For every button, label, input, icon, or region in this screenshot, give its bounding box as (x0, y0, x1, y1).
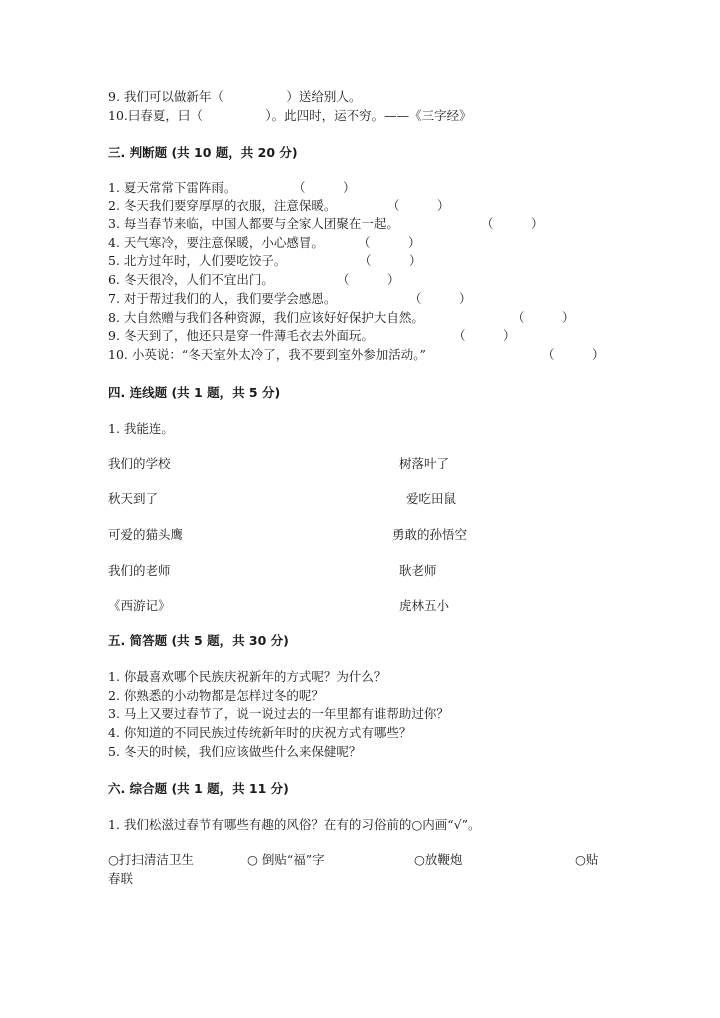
judge-answer-paren-4[interactable]: （ ） (358, 235, 421, 250)
fill-blank-q9: 9. 我们可以做新年（ ）送给别人。 (108, 89, 362, 104)
custom-option-couplets[interactable]: ○贴 (575, 852, 599, 867)
match-right-1[interactable]: 树落叶了 (399, 456, 450, 471)
judge-item-4 (108, 235, 324, 251)
fill-blank-q10: 10.曰春夏，曰（ ）。此四时，运不穷。——《三字经》 (108, 108, 472, 123)
judge-text: 1. 夏天常常下雷阵雨。 (108, 180, 237, 195)
matching-question: 1. 我能连。 (108, 421, 174, 436)
judge-answer-paren-9[interactable]: （ ） (453, 328, 516, 343)
judge-item-7 (108, 291, 336, 307)
judge-item-2 (108, 198, 336, 214)
judge-answer-paren-2[interactable]: （ ） (387, 198, 450, 213)
judge-item-8 (108, 310, 424, 326)
short-answer-3: 3. 马上又要过春节了，说一说过去的一年里都有谁帮助过你？ (108, 706, 449, 721)
short-answer-4: 4. 你知道的不同民族过传统新年时的庆祝方式有哪些？ (108, 725, 412, 740)
match-right-2[interactable]: 爱吃田鼠 (406, 491, 457, 506)
match-left-3[interactable]: 可爱的猫头鹰 (108, 527, 184, 542)
judge-text: 8. 大自然赠与我们各种资源，我们应该好好保护大自然。 (108, 310, 424, 325)
comprehensive-question: 1. 我们松滋过春节有哪些有趣的风俗？在有的习俗前的○内画“√”。 (108, 817, 481, 832)
judge-answer-paren-3[interactable]: （ ） (481, 216, 544, 231)
section-4-title: 四. 连线题 (共 1 题，共 5 分) (108, 385, 281, 400)
judge-text: 7. 对于帮过我们的人，我们要学会感恩。 (108, 291, 337, 306)
judge-item-3 (108, 216, 399, 232)
judge-item-5 (108, 253, 286, 269)
judge-text: 6. 冬天很冷，人们不宜出门。 (108, 272, 274, 287)
judge-text: 10. 小英说：“冬天室外太冷了，我不要到室外参加活动。” (108, 347, 426, 362)
judge-answer-paren-7[interactable]: （ ） (409, 291, 472, 306)
judge-item-6 (108, 272, 274, 288)
section-6-title: 六. 综合题 (共 1 题，共 11 分) (108, 781, 289, 796)
match-left-2[interactable]: 秋天到了 (108, 491, 159, 506)
judge-text: 9. 冬天到了，他还只是穿一件薄毛衣去外面玩。 (108, 328, 374, 343)
custom-option-cleaning[interactable]: ○打扫清洁卫生 (108, 852, 194, 867)
judge-text: 3. 每当春节来临，中国人都要与全家人团聚在一起。 (108, 216, 399, 231)
match-right-5[interactable]: 虎林五小 (399, 598, 450, 613)
judge-item-1 (108, 180, 236, 196)
judge-text: 5. 北方过年时，人们要吃饺子。 (108, 253, 287, 268)
custom-option-firecrackers[interactable]: ○放鞭炮 (414, 852, 463, 867)
judge-item-9 (108, 328, 374, 344)
match-left-5[interactable]: 《西游记》 (108, 598, 171, 613)
short-answer-1: 1. 你最喜欢哪个民族庆祝新年的方式呢？为什么？ (108, 669, 387, 684)
judge-text: 4. 天气寒冷，要注意保暖，小心感冒。 (108, 235, 324, 250)
judge-answer-paren-10[interactable]: （ ） (542, 347, 605, 362)
judge-answer-paren-6[interactable]: （ ） (337, 272, 400, 287)
section-3-title: 三. 判断题 (共 10 题，共 20 分) (108, 145, 298, 160)
custom-option-fu[interactable]: ○ 倒贴“福”字 (247, 852, 325, 867)
short-answer-5: 5. 冬天的时候，我们应该做些什么来保健呢？ (108, 744, 362, 759)
section-5-title: 五. 简答题 (共 5 题，共 30 分) (108, 633, 289, 648)
judge-answer-paren-8[interactable]: （ ） (512, 310, 575, 325)
judge-text: 2. 冬天我们要穿厚厚的衣服，注意保暖。 (108, 198, 337, 213)
match-right-3[interactable]: 勇敢的孙悟空 (392, 527, 468, 542)
judge-answer-paren-5[interactable]: （ ） (359, 253, 422, 268)
short-answer-2: 2. 你熟悉的小动物都是怎样过冬的呢？ (108, 688, 324, 703)
match-left-1[interactable]: 我们的学校 (108, 456, 171, 471)
match-left-4[interactable]: 我们的老师 (108, 563, 171, 578)
judge-answer-paren-1[interactable]: （ ） (293, 180, 356, 195)
match-right-4[interactable]: 耿老师 (399, 563, 437, 578)
judge-item-10 (108, 347, 426, 363)
custom-option-couplets-wrap: 春联 (108, 871, 134, 886)
